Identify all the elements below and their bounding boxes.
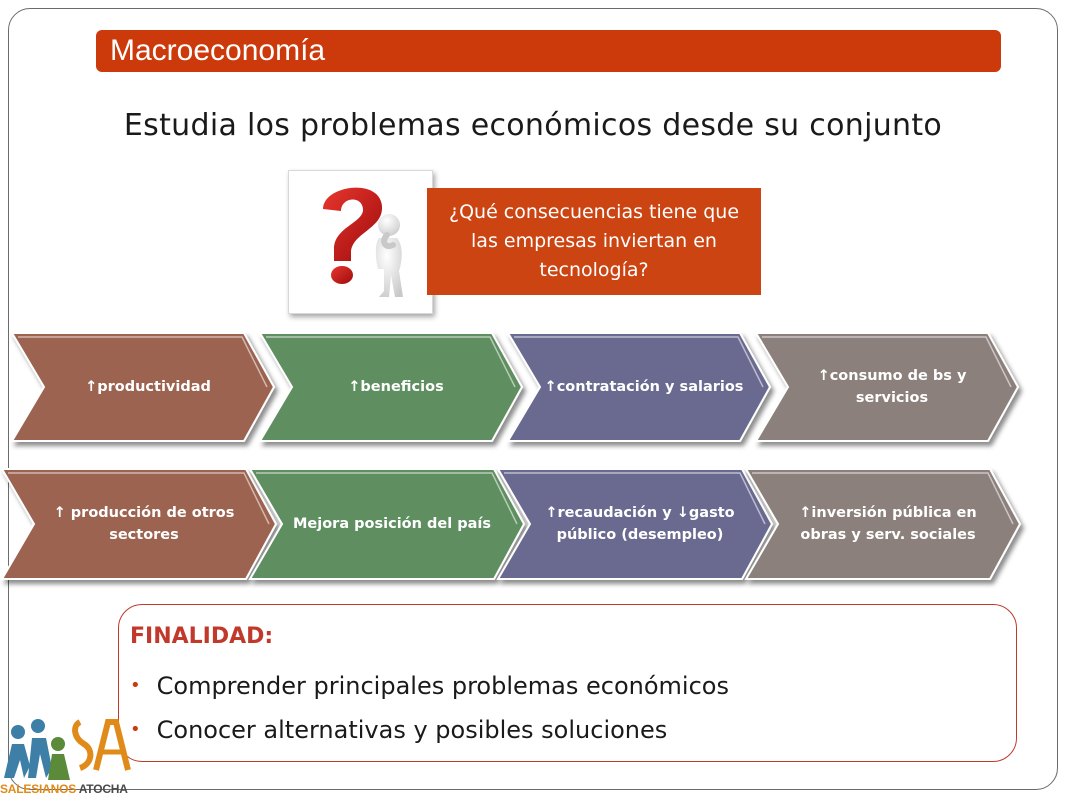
- finalidad-title: FINALIDAD:: [130, 624, 274, 649]
- slide-subtitle: Estudia los problemas económicos desde su conjunto: [123, 108, 943, 143]
- flow-step-label: Mejora posición del país: [292, 516, 491, 532]
- flow-step-label: ↑inversión pública en obras y serv. sociales: [799, 505, 977, 543]
- logo-text: SALESIANOS ATOCHA: [0, 782, 128, 796]
- flow-step-label: ↑productividad: [85, 379, 211, 395]
- finalidad-item: • Conocer alternativas y posibles soluciones: [130, 716, 668, 744]
- finalidad-item: • Comprender principales problemas económicos: [130, 672, 729, 700]
- flow-step-label: ↑beneficios: [348, 379, 444, 395]
- bullet-icon: •: [130, 719, 141, 740]
- flow-step-label: ↑contratación y salarios: [544, 379, 744, 395]
- flow-step-label: ↑consumo de bs y servicios: [817, 368, 967, 406]
- page-title: Macroeconomía: [96, 30, 1001, 72]
- bullet-icon: •: [130, 675, 141, 696]
- question-text: ¿Qué consecuencias tiene que las empresas inviertan en tecnología?: [448, 201, 740, 281]
- flow-step-label: ↑ producción de otros sectores: [53, 505, 235, 543]
- flow-step-label: ↑recaudación y ↓gasto público (desempleo): [545, 505, 735, 543]
